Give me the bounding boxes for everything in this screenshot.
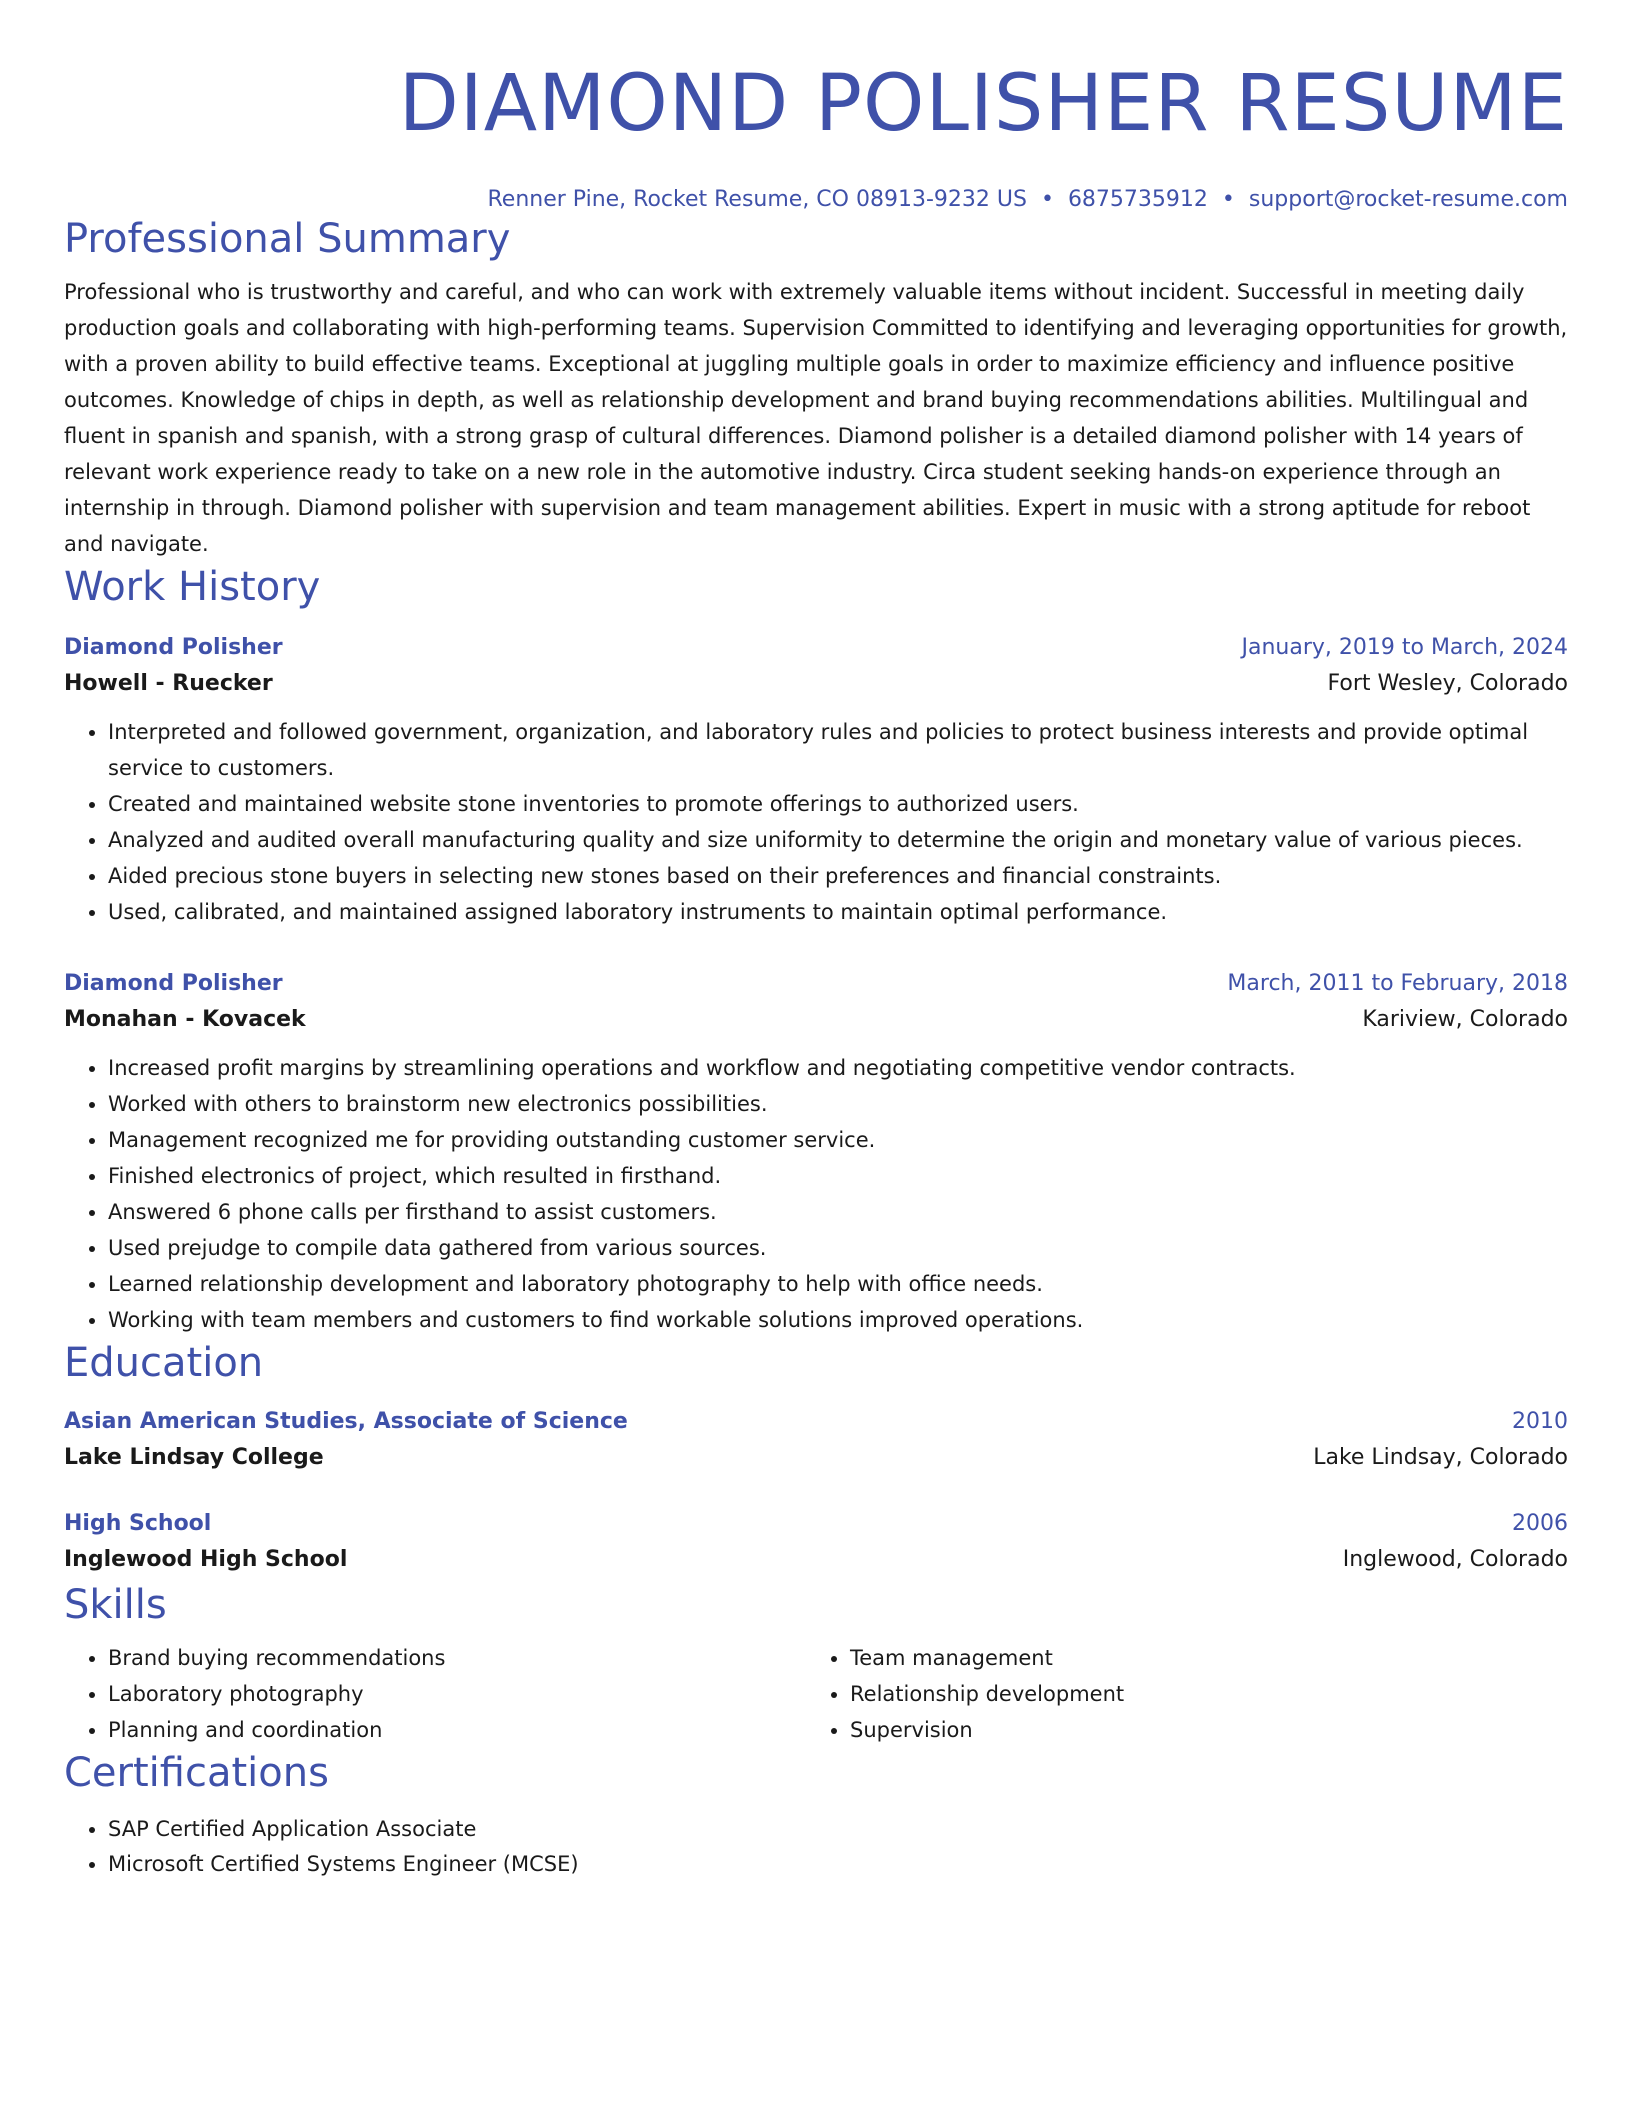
education-school: Lake Lindsay College bbox=[64, 1445, 324, 1470]
job-bullet: • Analyzed and audited overall manufacturing quality and size uniformity to determine the origin and monetary value of various pieces. bbox=[108, 822, 1568, 858]
skill-item: • Relationship development bbox=[850, 1676, 1548, 1712]
skills-column-right bbox=[806, 1640, 1548, 1748]
contact-separator: • bbox=[1221, 187, 1235, 212]
job-entry bbox=[64, 968, 1568, 1338]
job-bullet: • Used prejudge to compile data gathered from various sources. bbox=[108, 1230, 1568, 1266]
contact-line bbox=[64, 186, 1568, 214]
job-title: Diamond Polisher bbox=[64, 971, 283, 996]
resume-title: DIAMOND POLISHER RESUME bbox=[398, 59, 1568, 149]
job-dates: January, 2019 to March, 2024 bbox=[1241, 635, 1568, 660]
job-title: Diamond Polisher bbox=[64, 635, 283, 660]
skills-list bbox=[64, 1640, 1568, 1748]
job-dates: March, 2011 to February, 2018 bbox=[1227, 971, 1568, 996]
summary-heading: Professional Summary bbox=[64, 216, 511, 262]
education-school: Inglewood High School bbox=[64, 1547, 348, 1572]
contact-separator: • bbox=[1040, 187, 1054, 212]
education-degree: High School bbox=[64, 1511, 212, 1536]
job-bullets bbox=[64, 714, 1568, 930]
job-bullet: • Interpreted and followed government, organization, and laboratory rules and policies to protect business interests and provide optimal service to customers. bbox=[108, 714, 1568, 786]
certification-item: • SAP Certified Application Associate bbox=[108, 1812, 1568, 1847]
education-location: Inglewood, Colorado bbox=[1342, 1547, 1568, 1572]
education-degree: Asian American Studies, Associate of Science bbox=[64, 1409, 628, 1434]
education-entry bbox=[64, 1508, 1568, 1580]
job-bullet: • Created and maintained website stone inventories to promote offerings to authorized users. bbox=[108, 786, 1568, 822]
job-location: Kariview, Colorado bbox=[1362, 1007, 1568, 1032]
skill-item: • Supervision bbox=[850, 1712, 1548, 1748]
education-location: Lake Lindsay, Colorado bbox=[1313, 1445, 1568, 1470]
job-company: Monahan - Kovacek bbox=[64, 1007, 306, 1032]
job-bullet: • Used, calibrated, and maintained assigned laboratory instruments to maintain optimal performance. bbox=[108, 894, 1568, 930]
job-bullet: • Answered 6 phone calls per firsthand to assist customers. bbox=[108, 1194, 1568, 1230]
summary-text: Professional who is trustworthy and careful, and who can work with extremely valuable items without incident. Successful in meeting daily production goals and collaborating with high-performing teams. Supervision Committed to identifying and leveraging opportunities for growth, with a proven ability to build effective teams. Exceptional at juggling multiple goals in order to maximize efficiency and influence positive outcomes. Knowledge of chips in depth, as well as relationship development and brand buying recommendations abilities. Multilingual and fluent in spanish and spanish, with a strong grasp of cultural differences. Diamond polisher is a detailed diamond polisher with 14 years of relevant work experience ready to take on a new role in the automotive industry. Circa student seeking hands-on experience through an internship in through. Diamond polisher with supervision and team management abilities. Expert in music with a strong aptitude for reboot and navigate. bbox=[64, 280, 1568, 556]
job-entry bbox=[64, 632, 1568, 930]
job-company: Howell - Ruecker bbox=[64, 671, 273, 696]
certifications-heading: Certifications bbox=[64, 1750, 329, 1796]
job-bullet: • Working with team members and customers to find workable solutions improved operations. bbox=[108, 1302, 1568, 1338]
skill-item: • Planning and coordination bbox=[108, 1712, 806, 1748]
certifications-list bbox=[64, 1812, 1568, 1882]
education-heading: Education bbox=[64, 1340, 264, 1386]
job-bullet: • Increased profit margins by streamlining operations and workflow and negotiating competitive vendor contracts. bbox=[108, 1050, 1568, 1086]
skill-item: • Laboratory photography bbox=[108, 1676, 806, 1712]
contact-email: support@rocket-resume.com bbox=[1248, 187, 1568, 212]
education-year: 2010 bbox=[1512, 1409, 1568, 1434]
job-bullet: • Learned relationship development and laboratory photography to help with office needs. bbox=[108, 1266, 1568, 1302]
job-bullet: • Management recognized me for providing outstanding customer service. bbox=[108, 1122, 1568, 1158]
skills-column-left bbox=[64, 1640, 806, 1748]
job-bullet: • Worked with others to brainstorm new electronics possibilities. bbox=[108, 1086, 1568, 1122]
work-history-heading: Work History bbox=[64, 564, 321, 610]
job-location: Fort Wesley, Colorado bbox=[1327, 671, 1568, 696]
skill-item: • Brand buying recommendations bbox=[108, 1640, 806, 1676]
skill-item: • Team management bbox=[850, 1640, 1548, 1676]
job-bullet: • Aided precious stone buyers in selecting new stones based on their preferences and financial constraints. bbox=[108, 858, 1568, 894]
certification-item: • Microsoft Certified Systems Engineer (MCSE) bbox=[108, 1847, 1568, 1882]
job-bullets bbox=[64, 1050, 1568, 1338]
job-bullet: • Finished electronics of project, which resulted in firsthand. bbox=[108, 1158, 1568, 1194]
education-entry bbox=[64, 1406, 1568, 1478]
contact-phone: 6875735912 bbox=[1067, 187, 1208, 212]
contact-address: Renner Pine, Rocket Resume, CO 08913-9232 US bbox=[487, 187, 1027, 212]
skills-heading: Skills bbox=[64, 1582, 167, 1628]
education-year: 2006 bbox=[1512, 1511, 1568, 1536]
